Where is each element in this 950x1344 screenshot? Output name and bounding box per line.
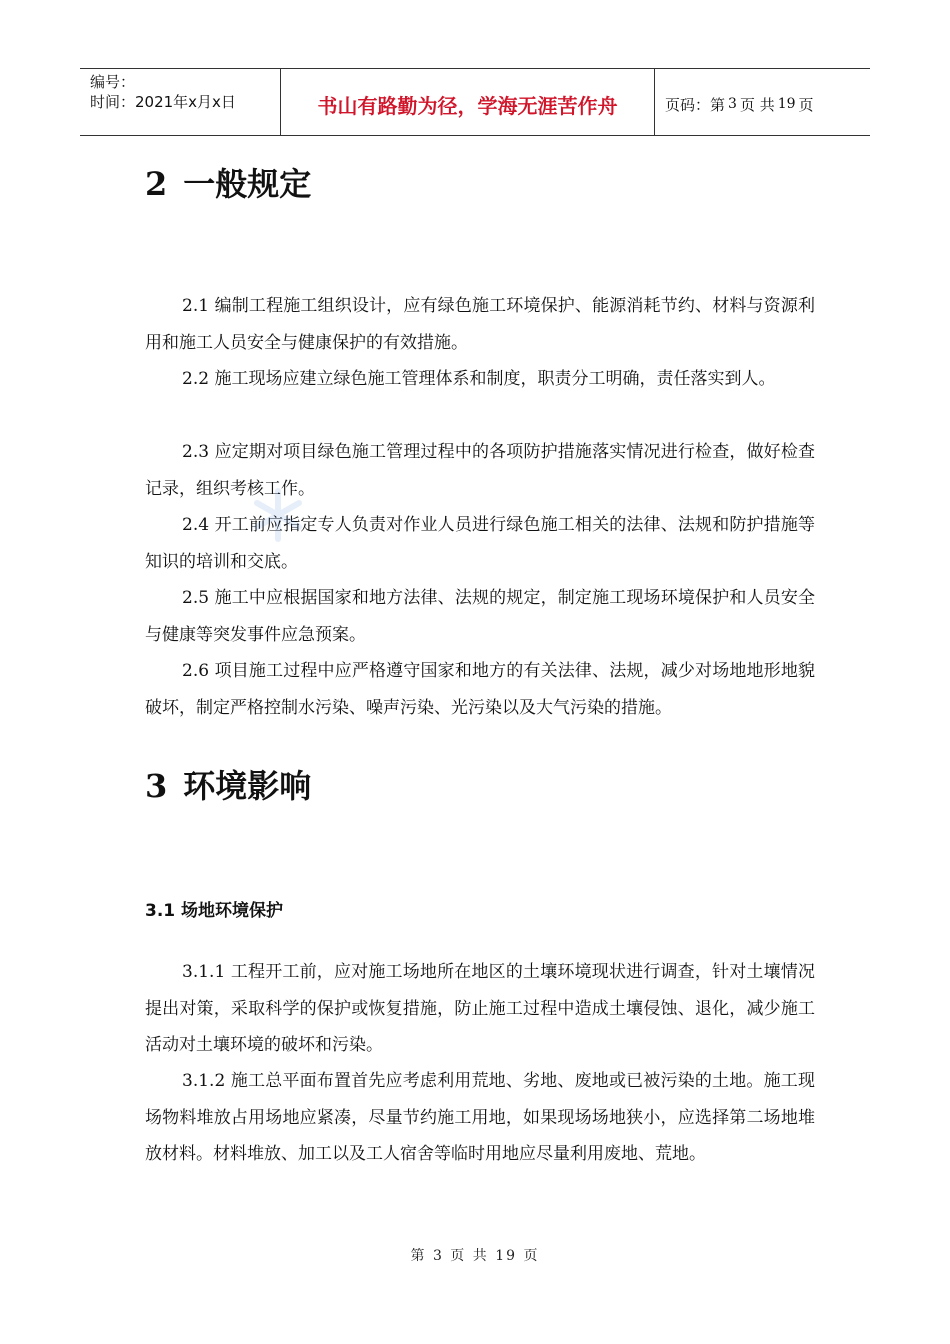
section-2-number: 2 — [145, 165, 168, 203]
page-mid: 页 共 — [739, 95, 775, 114]
number-label: 编号： — [90, 73, 136, 91]
time-label: 时间：2021年x月x日 — [90, 93, 236, 111]
page-suffix: 页 — [798, 95, 814, 114]
section-2-heading — [145, 164, 311, 204]
paragraph-2-3: 2.3 应定期对项目绿色施工管理过程中的各项防护措施落实情况进行检查，做好检查记录，组织考核工作。 — [145, 442, 815, 499]
paragraph-2-6: 2.6 项目施工过程中应严格遵守国家和地方的有关法律、法规，减少对场地地形地貌破坏，制定严格控制水污染、噪声污染、光污染以及大气污染的措施。 — [145, 661, 815, 718]
page-total: 19 — [777, 96, 796, 112]
snowflake-watermark-icon — [248, 485, 308, 545]
paragraph-2-2: 2.2 施工现场应建立绿色施工管理体系和制度，职责分工明确，责任落实到人。 — [182, 369, 776, 389]
section-3-title: 环境影响 — [183, 767, 312, 805]
section-3-number: 3 — [145, 767, 168, 805]
page-header — [80, 68, 870, 136]
header-meta — [80, 69, 281, 135]
paragraph-2-1: 2.1 编制工程施工组织设计，应有绿色施工环境保护、能源消耗节约、材料与资源利用和施工人员安全与健康保护的有效措施。 — [145, 296, 815, 353]
page-current: 3 — [728, 96, 737, 112]
paragraph-2-4: 2.4 开工前应指定专人负责对作业人员进行绿色施工相关的法律、法规和防护措施等知识的培训和交底。 — [145, 515, 815, 572]
section-3-heading — [145, 766, 311, 806]
paragraph-3-1-1: 3.1.1 工程开工前，应对施工场地所在地区的土壤环境现状进行调查，针对土壤情况提出对策，采取科学的保护或恢复措施，防止施工过程中造成土壤侵蚀、退化，减少施工活动对土壤环境的破坏和污染。 — [145, 962, 815, 1055]
section-2-title: 一般规定 — [183, 165, 312, 203]
subsection-3-1-heading: 3.1 场地环境保护 — [145, 901, 284, 921]
header-motto: 书山有路勤为径，学海无涯苦作舟 — [281, 69, 655, 135]
header-page-info — [655, 69, 870, 135]
paragraph-2-5: 2.5 施工中应根据国家和地方法律、法规的规定，制定施工现场环境保护和人员安全与健康等突发事件应急预案。 — [145, 588, 815, 645]
page-prefix: 页码：第 — [665, 95, 726, 114]
paragraph-3-1-2: 3.1.2 施工总平面布置首先应考虑利用荒地、劣地、废地或已被污染的土地。施工现场物料堆放占用场地应紧凑，尽量节约施工用地，如果现场场地狭小，应选择第二场地堆放材料。材料堆放、加工以及工人宿舍等临时用地应尽量利用废地、荒地。 — [145, 1071, 815, 1164]
page-footer: 第 3 页 共 19 页 — [410, 1248, 540, 1264]
